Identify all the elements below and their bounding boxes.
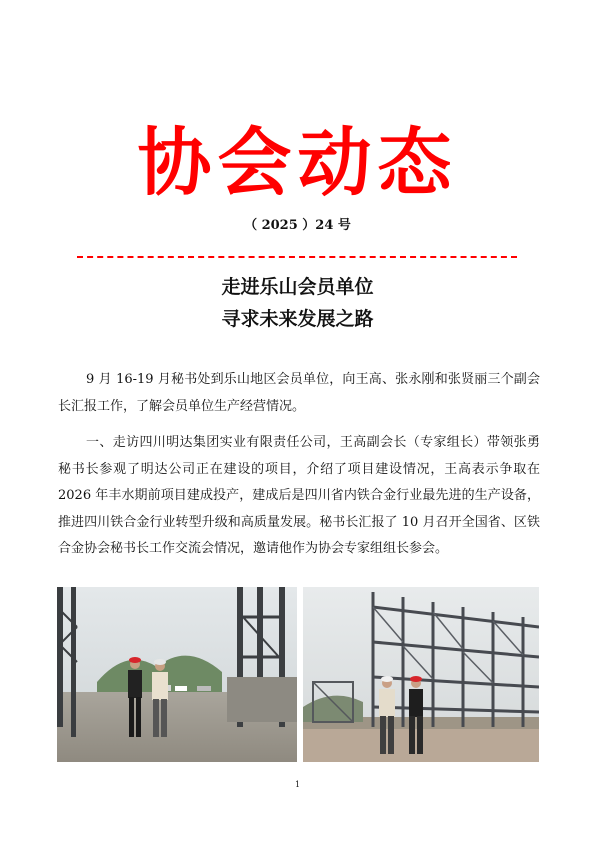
issue-number: （ 2025 ）24 号: [244, 218, 351, 233]
site-visit-photo-1: [57, 587, 297, 762]
masthead-title: 协会动态: [137, 120, 458, 206]
article-paragraph-2: 一、走访四川明达集团实业有限责任公司，王高副会长（专家组长）带领张勇秘书长参观了明达公司正在建设的项目，介绍了项目建设情况，王高表示争取在 2026 年丰水期前项目建成投产，建成后是四川省内铁合金行业最先进的生产设备，推进四川铁合金行业转型升级和高质量发展。秘书长汇报了 10 月召开全国省、区铁合金协会秘书长工作交流会情况，邀请他作为协会专家组组长参会。: [58, 435, 540, 556]
red-divider: [77, 256, 517, 258]
site-visit-photo-2: [303, 587, 539, 762]
page-number: 1: [294, 780, 301, 789]
article-title-line-1: 走进乐山会员单位: [221, 276, 374, 298]
article-title-line-2: 寻求未来发展之路: [221, 308, 374, 330]
article-paragraph-1: 9 月 16-19 月秘书处到乐山地区会员单位，向王高、张永刚和张贤丽三个副会长汇报工作，了解会员单位生产经营情况。: [58, 372, 540, 414]
